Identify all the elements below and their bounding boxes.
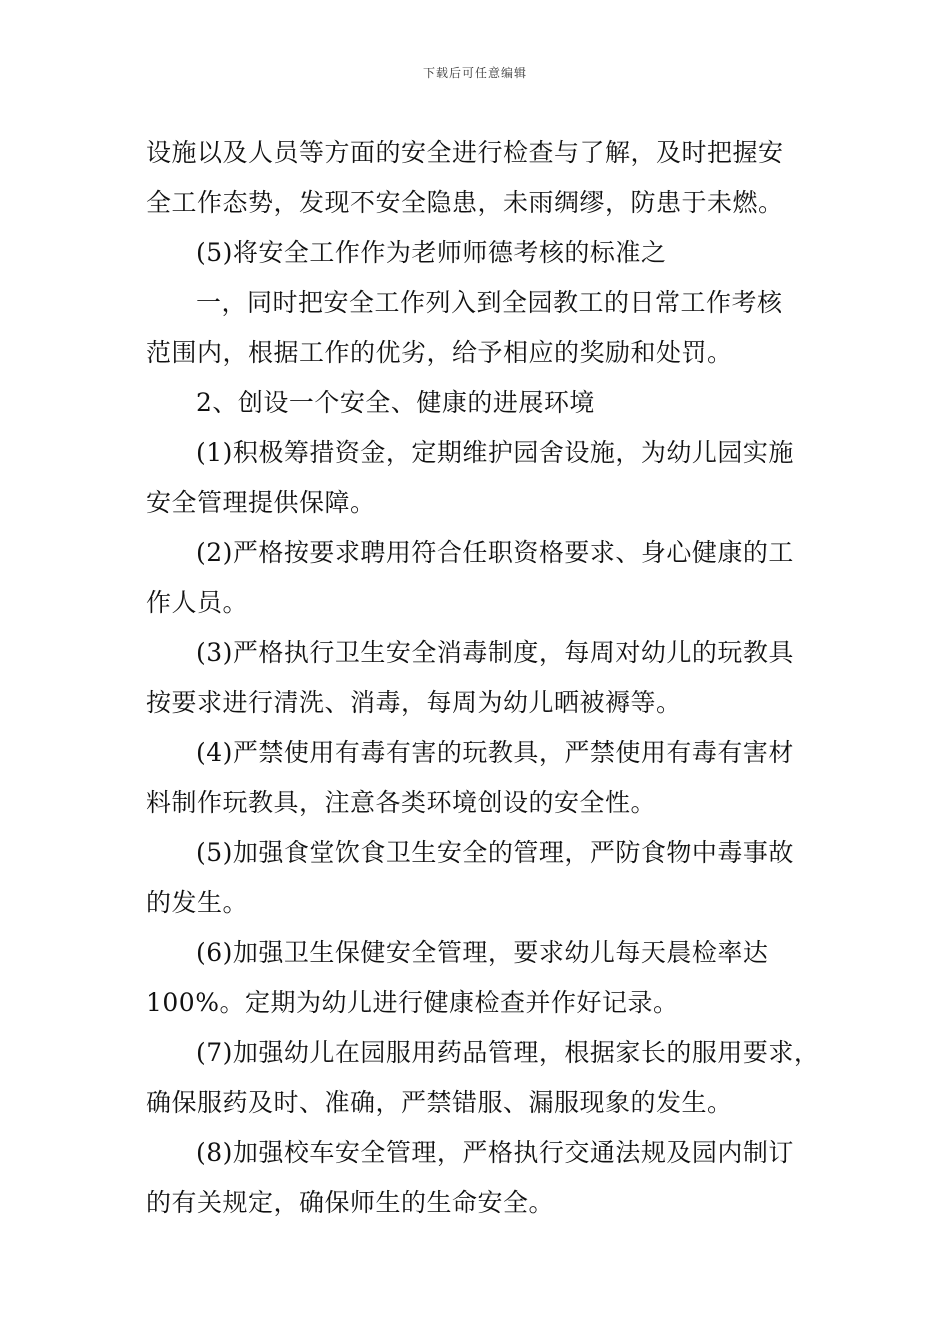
paragraph-line: (5)将安全工作作为老师师德考核的标准之	[196, 238, 667, 267]
paragraph-line: (7)加强幼儿在园服用药品管理，根据家长的服用要求，	[196, 1038, 820, 1067]
paragraph-line: (5)加强食堂饮食卫生安全的管理，严防食物中毒事故	[196, 838, 794, 867]
paragraph-line: 确保服药及时、准确，严禁错服、漏服现象的发生。	[146, 1088, 733, 1117]
paragraph-line: (2)严格按要求聘用符合任职资格要求、身心健康的工	[196, 538, 794, 567]
paragraph-line: (4)严禁使用有毒有害的玩教具，严禁使用有毒有害材	[196, 738, 794, 767]
paragraph-line: (1)积极筹措资金，定期维护园舍设施，为幼儿园实施	[196, 438, 794, 467]
paragraph-line: 100%。定期为幼儿进行健康检查并作好记录。	[146, 988, 679, 1017]
paragraph-line: 范围内，根据工作的优劣，给予相应的奖励和处罚。	[146, 338, 733, 367]
paragraph-line: (6)加强卫生保健安全管理，要求幼儿每天晨检率达	[196, 938, 769, 967]
paragraph-line: 料制作玩教具，注意各类环境创设的安全性。	[146, 788, 657, 817]
paragraph-line: (8)加强校车安全管理，严格执行交通法规及园内制订	[196, 1138, 794, 1167]
document-body	[146, 128, 820, 1228]
paragraph-line: 设施以及人员等方面的安全进行检查与了解，及时把握安	[146, 138, 784, 167]
paragraph-line: 作人员。	[146, 588, 249, 617]
paragraph-line: 全工作态势，发现不安全隐患，未雨绸缪，防患于未燃。	[146, 188, 784, 217]
paragraph-line: 的有关规定，确保师生的生命安全。	[146, 1188, 555, 1217]
paragraph-line: 的发生。	[146, 888, 249, 917]
paragraph-line: 按要求进行清洗、消毒，每周为幼儿晒被褥等。	[146, 688, 682, 717]
paragraph-line: 安全管理提供保障。	[146, 488, 376, 517]
section-heading: 2、创设一个安全、健康的进展环境	[196, 388, 595, 417]
page-header: 下载后可任意编辑	[422, 66, 527, 80]
paragraph-line: (3)严格执行卫生安全消毒制度，每周对幼儿的玩教具	[196, 638, 794, 667]
paragraph-line: 一，同时把安全工作列入到全园教工的日常工作考核	[196, 288, 783, 317]
